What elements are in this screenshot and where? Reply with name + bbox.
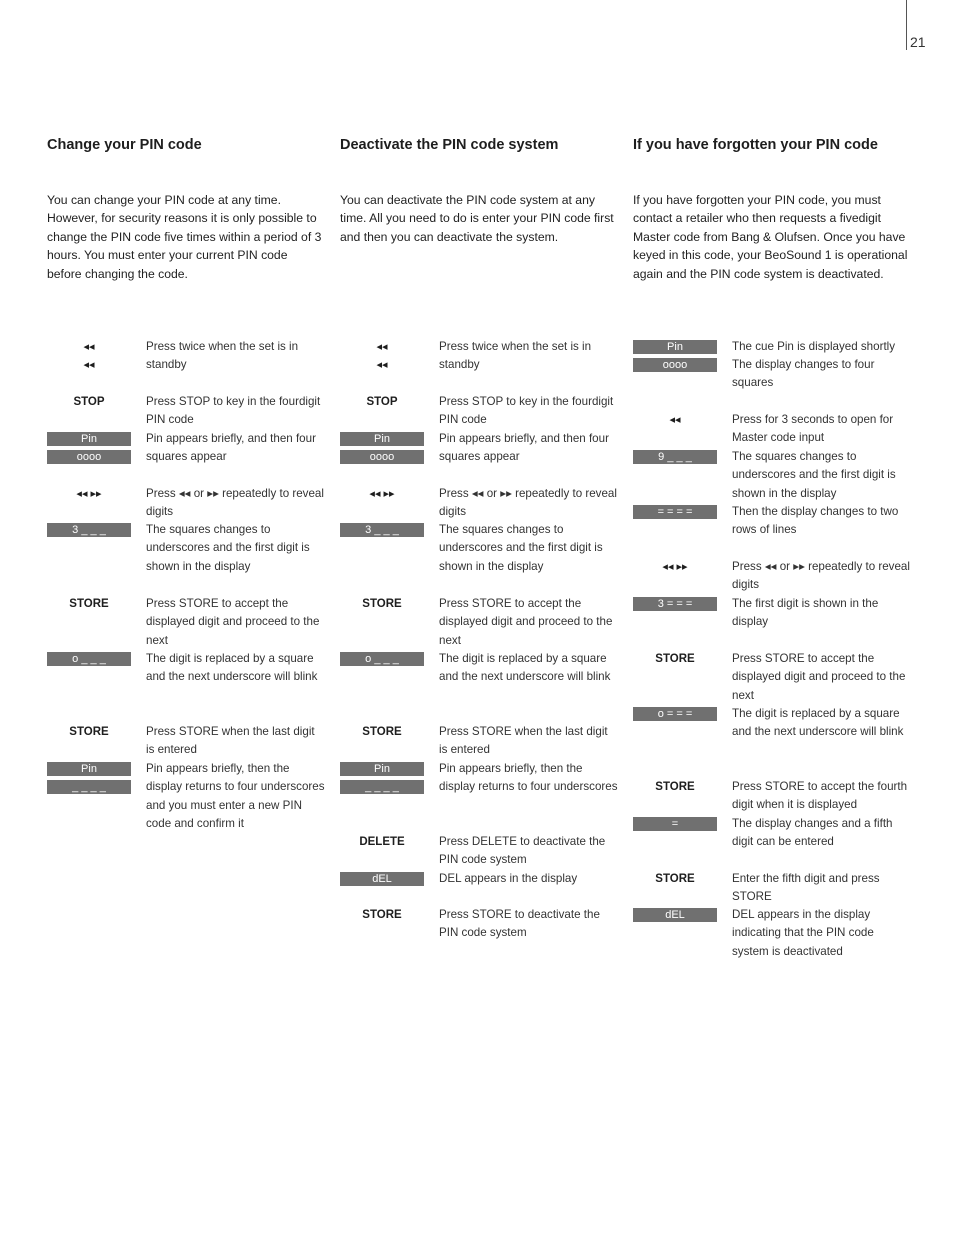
display-readout: = <box>633 817 717 831</box>
display-readout: Pin <box>47 762 131 776</box>
store-key: STORE <box>69 726 109 738</box>
store-key: STORE <box>655 653 695 665</box>
section-intro: You can change your PIN code at any time. However, for security reasons it is only possible to change the PIN code five times within a period of 3 hours. You must enter your current PIN code before changing the code. <box>47 193 322 281</box>
display-readout: = = = = <box>633 505 717 519</box>
display-readout: Pin <box>633 340 717 354</box>
instruction-text: Press STORE to deactivate the PIN code system <box>439 908 600 940</box>
section-title: If you have forgotten your PIN code <box>633 137 878 153</box>
display-readout: Pin <box>340 762 424 776</box>
rewind-key-icon: ◂◂ <box>669 414 681 426</box>
display-readout: o _ _ _ <box>340 652 424 666</box>
instruction-text: Press ◂◂ or ▸▸ repeatedly to reveal digits <box>146 487 324 519</box>
section-intro: If you have forgotten your PIN code, you must contact a retailer who then requests a fivedigit Master code from Bang & Olufsen. Once you have keyed in this code, your BeoSound 1 is operational again and the PIN code system is deactivated. <box>633 193 908 281</box>
rewind-forward-keys-icon: ◂◂ ▸▸ <box>662 561 688 573</box>
rewind-forward-keys-icon: ◂◂ ▸▸ <box>369 488 395 500</box>
instruction-text: The squares changes to underscores and the first digit is shown in the display <box>732 450 896 500</box>
store-key: STORE <box>362 909 402 921</box>
store-key: STORE <box>69 598 109 610</box>
instruction-text: Press STORE when the last digit is entered <box>439 725 608 757</box>
instruction-text: Press STORE to accept the displayed digit and proceed to the next <box>146 597 320 647</box>
instruction-text: Pin appears briefly, and then four squares appear <box>439 432 609 464</box>
page-number: 21 <box>910 34 926 50</box>
display-readout: 9 _ _ _ <box>633 450 717 464</box>
display-readout: _ _ _ _ <box>340 780 424 794</box>
display-readout: 3 = = = <box>633 597 717 611</box>
instruction-text: Press for 3 seconds to open for Master code input <box>732 413 894 445</box>
display-readout: o = = = <box>633 707 717 721</box>
instruction-text: Press STORE to accept the displayed digit and proceed to the next <box>439 597 613 647</box>
display-readout: dEL <box>633 908 717 922</box>
instruction-text: Press ◂◂ or ▸▸ repeatedly to reveal digits <box>732 560 910 592</box>
instruction-text: Press STORE to accept the displayed digit and proceed to the next <box>732 652 906 702</box>
rewind-forward-keys-icon: ◂◂ ▸▸ <box>76 488 102 500</box>
instruction-text: Press STOP to key in the fourdigit PIN code <box>146 395 321 427</box>
instruction-text: Enter the fifth digit and press STORE <box>732 872 880 904</box>
display-readout: 3 _ _ _ <box>340 523 424 537</box>
instruction-text: The display changes to four squares <box>732 358 875 390</box>
display-readout: dEL <box>340 872 424 886</box>
instruction-text: The squares changes to underscores and the first digit is shown in the display <box>146 523 310 573</box>
display-readout: Pin <box>47 432 131 446</box>
instruction-text: The cue Pin is displayed shortly <box>732 340 896 353</box>
store-key: STORE <box>362 726 402 738</box>
instruction-text: The digit is replaced by a square and the next underscore will blink <box>439 652 611 684</box>
instruction-text: Pin appears briefly, then the display returns to four underscores <box>439 762 618 794</box>
stop-key: STOP <box>73 396 105 408</box>
rewind-key-icon: ◂◂ <box>83 359 95 371</box>
instruction-text: The digit is replaced by a square and the next underscore will blink <box>146 652 318 684</box>
delete-key: DELETE <box>359 836 405 848</box>
store-key: STORE <box>655 781 695 793</box>
instruction-text: Pin appears briefly, then the display returns to four underscores and you must enter a new PIN code and confirm it <box>146 762 325 831</box>
display-readout: o _ _ _ <box>47 652 131 666</box>
display-readout: oooo <box>47 450 131 464</box>
display-readout: _ _ _ _ <box>47 780 131 794</box>
display-readout: oooo <box>340 450 424 464</box>
instruction-text: Press twice when the set is in standby <box>146 340 299 372</box>
instruction-text: Press STORE to accept the fourth digit when it is displayed <box>732 780 908 812</box>
instruction-text: Press DELETE to deactivate the PIN code system <box>439 835 606 867</box>
store-key: STORE <box>655 873 695 885</box>
rewind-key-icon: ◂◂ <box>83 341 95 353</box>
instruction-text: DEL appears in the display indicating that the PIN code system is deactivated <box>732 908 874 958</box>
rewind-key-icon: ◂◂ <box>376 341 388 353</box>
section-title: Deactivate the PIN code system <box>340 137 559 153</box>
stop-key: STOP <box>366 396 398 408</box>
section-intro: You can deactivate the PIN code system at any time. All you need to do is enter your PIN code first and then you can deactivate the system. <box>340 193 614 244</box>
store-key: STORE <box>362 598 402 610</box>
instruction-text: Press ◂◂ or ▸▸ repeatedly to reveal digits <box>439 487 617 519</box>
display-readout: 3 _ _ _ <box>47 523 131 537</box>
section-title: Change your PIN code <box>47 137 202 153</box>
instruction-text: Press twice when the set is in standby <box>439 340 592 372</box>
instruction-text: Press STORE when the last digit is entered <box>146 725 315 757</box>
instruction-text: Then the display changes to two rows of lines <box>732 505 899 537</box>
instruction-text: The squares changes to underscores and the first digit is shown in the display <box>439 523 603 573</box>
display-readout: oooo <box>633 358 717 372</box>
instruction-text: Pin appears briefly, and then four squares appear <box>146 432 316 464</box>
display-readout: Pin <box>340 432 424 446</box>
page-divider <box>906 0 907 50</box>
instruction-text: The digit is replaced by a square and the next underscore will blink <box>732 707 904 739</box>
instruction-text: Press STOP to key in the fourdigit PIN code <box>439 395 614 427</box>
instruction-text: The display changes and a fifth digit can be entered <box>732 817 893 849</box>
instruction-text: DEL appears in the display <box>439 872 578 885</box>
rewind-key-icon: ◂◂ <box>376 359 388 371</box>
instruction-text: The first digit is shown in the display <box>732 597 879 629</box>
